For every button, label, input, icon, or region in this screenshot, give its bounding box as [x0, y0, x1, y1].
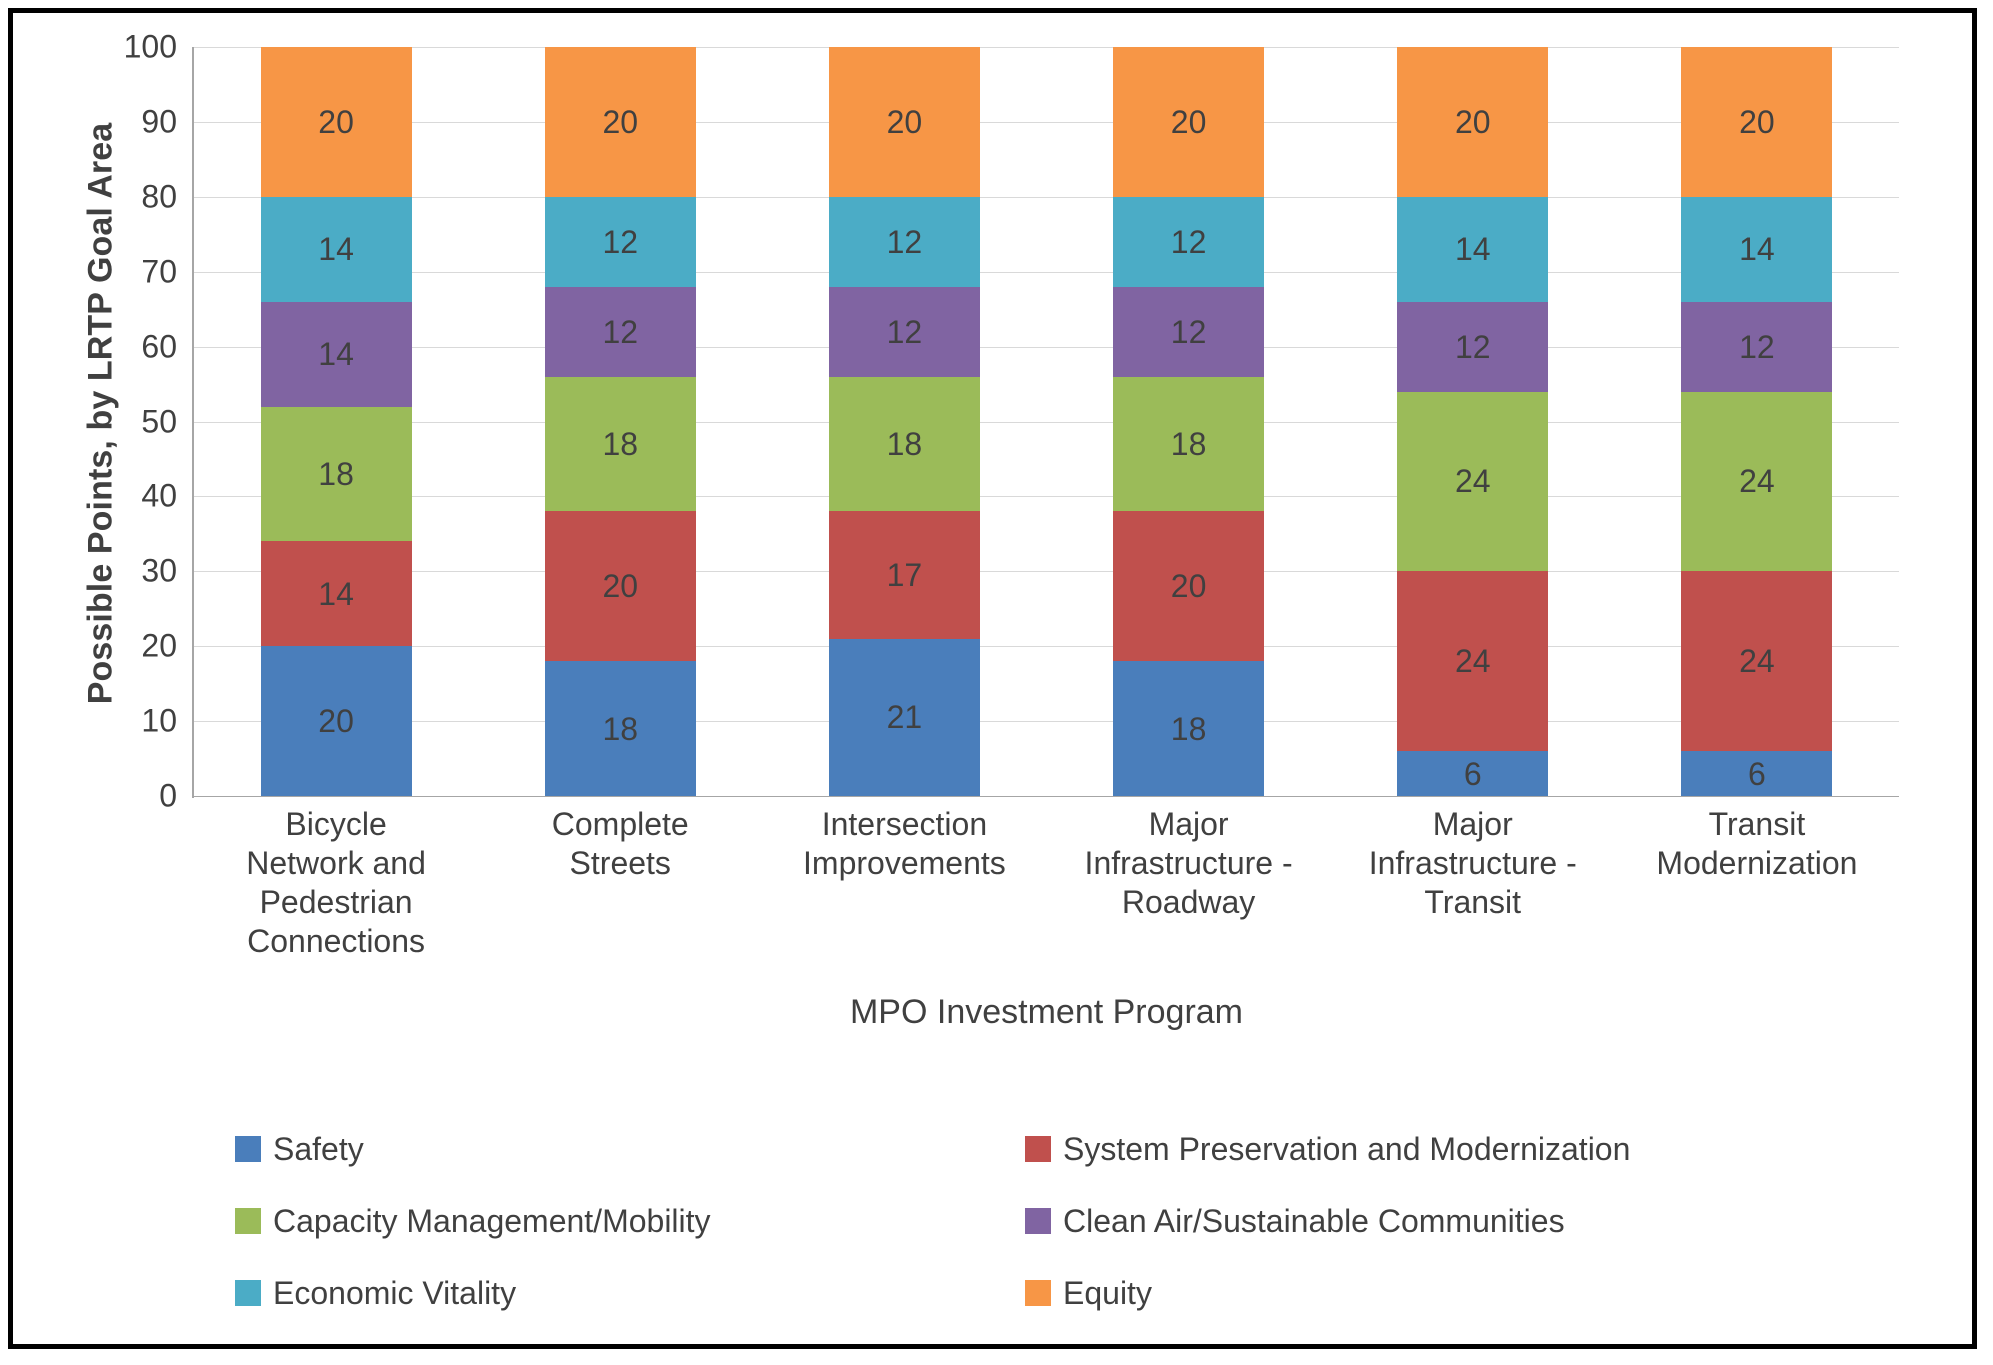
y-tick-label: 50: [141, 403, 177, 439]
gridline: [194, 122, 1899, 123]
gridline: [194, 347, 1899, 348]
bar-segment[interactable]: [545, 47, 696, 197]
y-tick-label: 0: [159, 777, 177, 814]
legend-label: Equity: [1063, 1274, 1152, 1311]
bar-group[interactable]: [1397, 47, 1548, 796]
legend-swatch: [235, 1280, 261, 1306]
bar-segment-value: 24: [1454, 463, 1491, 500]
bar-segment[interactable]: [1397, 751, 1548, 796]
bar-group[interactable]: [1681, 47, 1832, 796]
bar-segment-value: 18: [318, 455, 354, 492]
legend-swatch: [1025, 1136, 1051, 1162]
gridline: [194, 496, 1899, 497]
x-tick-label-line: Major: [1432, 806, 1513, 842]
bar-segment-value: 20: [1170, 103, 1207, 140]
bar-segment[interactable]: [261, 47, 412, 197]
bar-segment-value: 18: [1170, 710, 1207, 747]
bar-segment[interactable]: [545, 197, 696, 287]
bar-group[interactable]: [1113, 47, 1264, 796]
x-tick-label: [478, 805, 762, 883]
x-tick-label: [762, 805, 1046, 883]
chart-frame: [8, 8, 1977, 1349]
bar-segment-value: 24: [1739, 643, 1775, 680]
legend-swatch: [1025, 1208, 1051, 1234]
stacked-bar[interactable]: [1397, 47, 1548, 796]
bar-segment-value: 6: [1463, 755, 1482, 792]
gridline: [194, 422, 1899, 423]
bar-segment-value: 20: [1454, 103, 1491, 140]
bar-segment[interactable]: [1113, 511, 1264, 661]
bar-segment[interactable]: [1113, 287, 1264, 377]
bar-segment-value: 20: [886, 103, 923, 140]
y-tick-label: 90: [141, 103, 177, 140]
stacked-bar[interactable]: [261, 47, 412, 796]
legend-swatch: [1025, 1280, 1051, 1306]
gridline: [194, 646, 1899, 647]
bar-segment-value: 12: [1170, 313, 1207, 350]
y-tick-label: 100: [123, 28, 177, 65]
bar-group[interactable]: [829, 47, 980, 796]
stacked-bar[interactable]: [1681, 47, 1832, 796]
bar-segment-value: 12: [1170, 223, 1207, 260]
legend-item[interactable]: [1025, 1257, 1815, 1329]
bar-segment-value: 14: [1454, 231, 1491, 268]
gridline: [194, 272, 1899, 273]
bar-segment-value: 24: [1739, 463, 1775, 500]
bar-segment-value: 17: [886, 557, 923, 594]
x-tick-label-line: Infrastructure -: [1368, 845, 1577, 882]
bar-segment-value: 20: [1170, 568, 1207, 605]
bar-segment-value: 20: [318, 103, 354, 140]
bar-segment[interactable]: [1397, 47, 1548, 197]
bar-segment[interactable]: [829, 377, 980, 512]
bar-segment-value: 12: [886, 313, 923, 350]
bar-segment[interactable]: [261, 541, 412, 646]
legend-item[interactable]: [235, 1113, 1025, 1185]
x-tick-label-line: Transit: [1424, 884, 1522, 921]
bar-group[interactable]: [261, 47, 412, 796]
legend-item[interactable]: [1025, 1113, 1815, 1185]
bar-segment[interactable]: [829, 511, 980, 638]
y-tick-label: 30: [141, 552, 177, 589]
bar-segment[interactable]: [1113, 661, 1264, 796]
x-tick-label-line: Streets: [569, 845, 671, 882]
gridline: [194, 47, 1899, 48]
bar-segment-value: 12: [1739, 328, 1775, 365]
x-tick-label-line: Roadway: [1121, 884, 1256, 921]
y-tick-label: 40: [141, 477, 177, 514]
bar-segment[interactable]: [1397, 571, 1548, 751]
bar-segment-value: 12: [1454, 328, 1491, 365]
bar-segment-value: 18: [1170, 425, 1207, 462]
bar-segment[interactable]: [1681, 571, 1832, 751]
x-tick-label-line: Modernization: [1656, 845, 1858, 882]
y-axis-title-text: Possible Points, by LRTP Goal Area: [81, 122, 120, 704]
gridline: [194, 571, 1899, 572]
legend-label: System Preservation and Modernization: [1063, 1130, 1631, 1167]
bar-segment[interactable]: [1397, 197, 1548, 302]
bar-segment[interactable]: [1681, 302, 1832, 392]
bar-segment[interactable]: [829, 287, 980, 377]
x-axis-tick-labels: [194, 805, 1899, 965]
bar-segment-value: 12: [602, 223, 639, 260]
bar-segment[interactable]: [829, 47, 980, 197]
x-tick-label-line: Infrastructure -: [1084, 845, 1293, 882]
bar-segment[interactable]: [1397, 392, 1548, 572]
bar-segment[interactable]: [829, 639, 980, 796]
bar-segment[interactable]: [261, 302, 412, 407]
legend-swatch: [235, 1208, 261, 1234]
bar-segment[interactable]: [1681, 392, 1832, 572]
y-tick-label: 10: [141, 702, 177, 739]
legend-item[interactable]: [1025, 1185, 1815, 1257]
y-tick-label: 70: [141, 253, 177, 290]
x-tick-label-line: Network and: [246, 845, 426, 882]
bar-segment[interactable]: [261, 646, 412, 796]
bar-segment[interactable]: [1397, 302, 1548, 392]
bar-segment-value: 20: [602, 568, 639, 605]
bar-segment[interactable]: [1681, 197, 1832, 302]
y-axis-tick-labels: [113, 28, 185, 814]
bar-segment-value: 20: [318, 703, 354, 740]
bar-segment-value: 14: [1739, 231, 1775, 268]
bar-segment[interactable]: [545, 661, 696, 796]
bar-segment-value: 12: [886, 223, 923, 260]
bar-segment[interactable]: [261, 407, 412, 542]
bar-segment-value: 21: [886, 699, 923, 736]
x-tick-label-line: Bicycle: [285, 806, 387, 842]
x-tick-label: [1615, 805, 1899, 883]
bar-segment[interactable]: [1113, 197, 1264, 287]
bar-segment-value: 20: [602, 103, 639, 140]
bar-segment-value: 6: [1748, 755, 1766, 792]
x-axis-title: MPO Investment Program: [849, 993, 1243, 1031]
x-tick-label-line: Major: [1148, 806, 1229, 842]
bar-segment-value: 14: [318, 231, 354, 268]
bar-segment[interactable]: [545, 511, 696, 661]
x-tick-label-line: Pedestrian: [259, 884, 413, 921]
bar-group[interactable]: [545, 47, 696, 796]
y-tick-label: 20: [141, 627, 177, 664]
legend-swatch: [235, 1136, 261, 1162]
stacked-bar[interactable]: [1113, 47, 1264, 796]
x-tick-label-line: Intersection: [821, 806, 988, 842]
x-tick-label-line: Complete: [551, 806, 689, 842]
legend-label: Economic Vitality: [273, 1274, 517, 1311]
x-tick-label: [1047, 805, 1331, 922]
bar-segment[interactable]: [1681, 47, 1832, 197]
x-tick-label-line: Connections: [247, 923, 426, 960]
plot-area: [194, 47, 1899, 796]
bar-segment-value: 18: [886, 425, 923, 462]
legend-label: Capacity Management/Mobility: [273, 1202, 711, 1239]
bar-segment-value: 18: [602, 710, 639, 747]
gridline: [194, 721, 1899, 722]
bar-segment-value: 24: [1454, 643, 1491, 680]
bar-segment-value: 14: [318, 336, 354, 373]
legend-label: Safety: [273, 1130, 364, 1167]
x-tick-label: [194, 805, 478, 961]
bar-segment[interactable]: [829, 197, 980, 287]
bar-segment-value: 18: [602, 425, 639, 462]
bar-segment-value: 20: [1739, 103, 1775, 140]
y-tick-label: 60: [141, 328, 177, 365]
legend-item[interactable]: [235, 1257, 1025, 1329]
gridline: [194, 197, 1899, 198]
stacked-bar[interactable]: [829, 47, 980, 796]
gridlines: [194, 47, 1899, 796]
x-tick-label-line: Improvements: [803, 845, 1006, 882]
x-tick-label: [1331, 805, 1615, 922]
legend-item[interactable]: [235, 1185, 1025, 1257]
bar-segment[interactable]: [1681, 751, 1832, 796]
bar-segment[interactable]: [1113, 377, 1264, 512]
legend-label: Clean Air/Sustainable Communities: [1063, 1202, 1565, 1239]
gridline: [194, 796, 1899, 797]
x-tick-label-line: Transit: [1708, 806, 1806, 842]
legend: [235, 1113, 1815, 1329]
stacked-bar-chart: [13, 13, 1972, 1344]
bar-segment-value: 14: [318, 575, 354, 612]
bar-segment[interactable]: [1113, 47, 1264, 197]
stacked-bar[interactable]: [545, 47, 696, 796]
bar-segment[interactable]: [261, 197, 412, 302]
bar-segment[interactable]: [545, 377, 696, 512]
bar-segment[interactable]: [545, 287, 696, 377]
bar-segment-value: 12: [602, 313, 639, 350]
y-tick-label: 80: [141, 178, 177, 215]
